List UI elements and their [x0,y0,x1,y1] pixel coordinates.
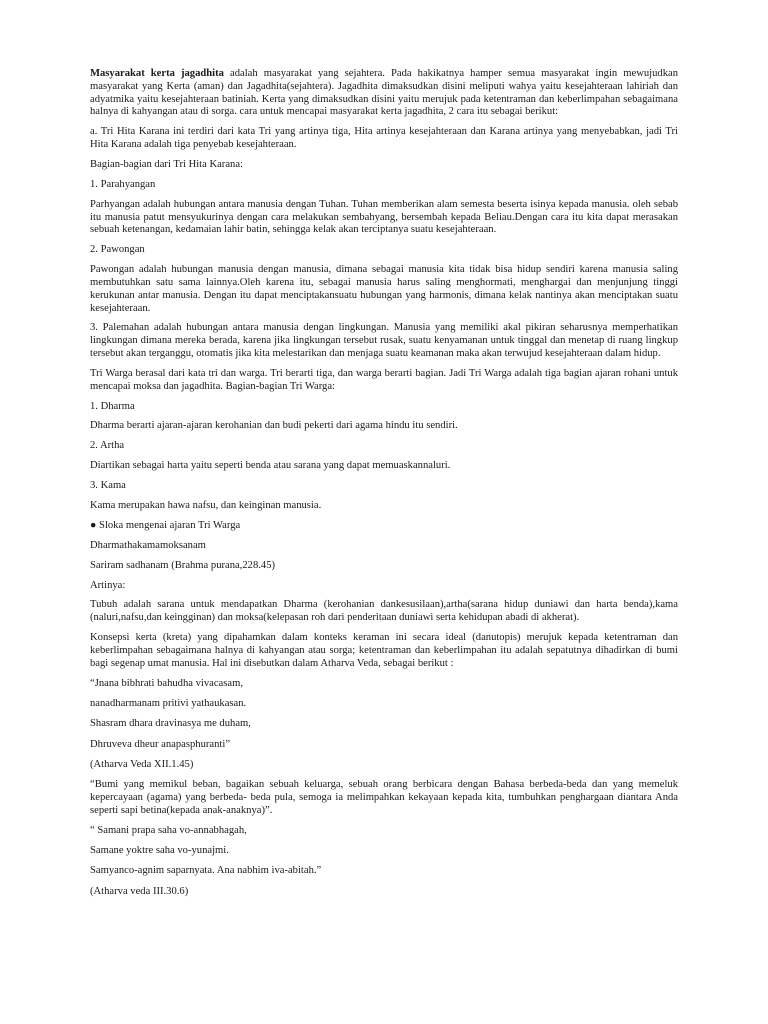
verse2-line-3: Samyanco-agnim saparnyata. Ana nabhim iva-abitah.” [90,865,322,877]
paragraph-artha: Diartikan sebagai harta yaitu seperti benda atau sarana yang dapat memuaskannaluri. [90,460,451,472]
citation-atharva-veda-iii: (Atharva veda III.30.6) [90,885,189,897]
verse-line-4: Dhruveva dheur anapasphuranti” [90,738,231,750]
verse2-line-1: “ Samani prapa saha vo-annabhagah, [90,824,247,836]
paragraph-tubuh: Tubuh adalah sarana untuk mendapatkan Dharma (kerohanian dankesusilaan),artha(sarana hidup duniawi dan harta benda),kama (naluri,nafsu,dan keingginan) dan moksa(kelepasan roh dari penderitaan duniawi serta kehidupan abadi di akherat). [90,599,678,624]
paragraph-konsepsi-kerta: Konsepsi kerta (kreta) yang dipahamkan dalam konteks keraman ini secara ideal (danutopis) merujuk kepada ketentraman dan keberlimpahan sebagaimana halnya di kahyangan atau sorga; ketentraman dan keberlimpahan itu adalah sepatutnya dihadirkan di bumi bagi segenap umat manusia. Hal ini disebutkan dalam Atharva Veda, sebagai berikut : [90,632,678,669]
heading-dharma: 1. Dharma [90,400,135,412]
sloka-line-1: Dharmathakamamoksanam [90,539,206,551]
paragraph-dharma: Dharma berarti ajaran-ajaran kerohanian dan budi pekerti dari agama hindu itu sendiri. [90,420,458,432]
heading-artha: 2. Artha [90,440,125,452]
heading-parahyangan: 1. Parahyangan [90,178,156,190]
paragraph-tri-hita-karana: a. Tri Hita Karana ini terdiri dari kata Tri yang artinya tiga, Hita artinya kesejahteraan dan Karana artinya yang menyebabkan, jadi Tri Hita Karana adalah tiga penyebab kesejahteraan. [90,126,678,151]
verse-line-3: Shasram dhara dravinasya me duham, [90,718,251,730]
paragraph-palemahan: 3. Palemahan adalah hubungan antara manusia dengan lingkungan. Manusia yang memiliki akal pikiran seharusnya memperhatikan lingkungan dimana mereka berada, karena jika lingkungan tersebut rusak, suatu kenyamanan untuk tinggal dan menetap di ruang lingkup tersebut akan terganggu, otomatis jika kita melestarikan dan menjaga suatu keamanan maka akan terwujud kesejahteraan dalam hidup. [90,322,678,359]
paragraph-pawongan: Pawongan adalah hubungan manusia dengan manusia, dimana sebagai manusia kita tidak bisa hidup sendiri karena manusia saling membutuhkan satu sama lainnya.Oleh karena itu, sebagai manusia harus saling menghormati, menghargai dan menjunjung tinggi kerukunan antar manusia. Dengan itu dapat menciptakansuatu hubungan yang harmonis, dimana kelak nantinya akan menciptakan suatu kesejahteraan. [90,264,678,314]
paragraph-kama: Kama merupakan hawa nafsu, dan keinginan manusia. [90,500,322,512]
bullet-sloka: ● Sloka mengenai ajaran Tri Warga [90,519,241,531]
label-artinya: Artinya: [90,579,126,591]
sloka-line-2: Sariram sadhanam (Brahma purana,228.45) [90,559,276,571]
heading-kama: 3. Kama [90,480,126,492]
paragraph-tri-warga: Tri Warga berasal dari kata tri dan warga. Tri berarti tiga, dan warga berarti bagian. Jadi Tri Warga adalah tiga bagian ajaran rohani untuk mencapai moksa dan jagadhita. Bagian-bagian Tri Warga: [90,367,678,392]
heading-pawongan: 2. Pawongan [90,244,145,256]
document-page [90,68,678,906]
verse-line-2: nanadharmanam pritivi yathaukasan. [90,698,247,710]
verse-line-1: “Jnana bibhrati bahudha vivacasam, [90,677,243,689]
paragraph-bumi: “Bumi yang memikul beban, bagaikan sebuah keluarga, sebuah orang berbicara dengan Bahasa berbeda-beda dan yang memeluk kepercayaan (agama) yang berbeda- beda pula, semoga ia melimpahkan kekayaan kepada kita, tumbuhkan penghargaan diantara Anda seperti sapi betina(kepada anak-anaknya)”. [90,779,678,816]
intro-paragraph [90,68,678,119]
paragraph-bagian-tri-hita-karana: Bagian-bagian dari Tri Hita Karana: [90,158,243,170]
paragraph-parhyangan: Parhyangan adalah hubungan antara manusia dengan Tuhan. Tuhan memberikan alam semesta beserta isinya kepada manusia. oleh sebab itu manusia patut mensyukurinya dengan cara melakukan sembahyang, bersembah kepada Beliau.Dengan cara itu kita dapat merasakan sebuah ketenangan, kedamaian lahir batin, sehingga kelak akan terciptanya suatu kesejahteraan. [90,198,678,236]
intro-lead-term: Masyarakat kerta jagadhita [90,68,224,79]
verse2-line-2: Samane yoktre saha vo-yunajmi. [90,844,229,856]
intro-text: adalah masyarakat yang sejahtera. Pada hakikatnya hamper semua masyarakat ingin mewujudkan masyarakat yang Kerta (aman) dan Jagadhita(sejahtera). Jagadhita dimaksudkan disini meliputi wahya yaitu kesejahteraan lahiriah dan adyatmika yaitu kesejahteraan batiniah. Kerta yang dimaksudkan disini yaitu merujuk pada ketentraman dan keberlimpahan sebagaimana halnya di kahyangan atau di sorga. cara untuk mencapai masyarakat kerta jagadhita, 2 cara itu sebagai berikut: [90,68,678,118]
citation-atharva-veda-xii: (Atharva Veda XII.1.45) [90,759,194,771]
